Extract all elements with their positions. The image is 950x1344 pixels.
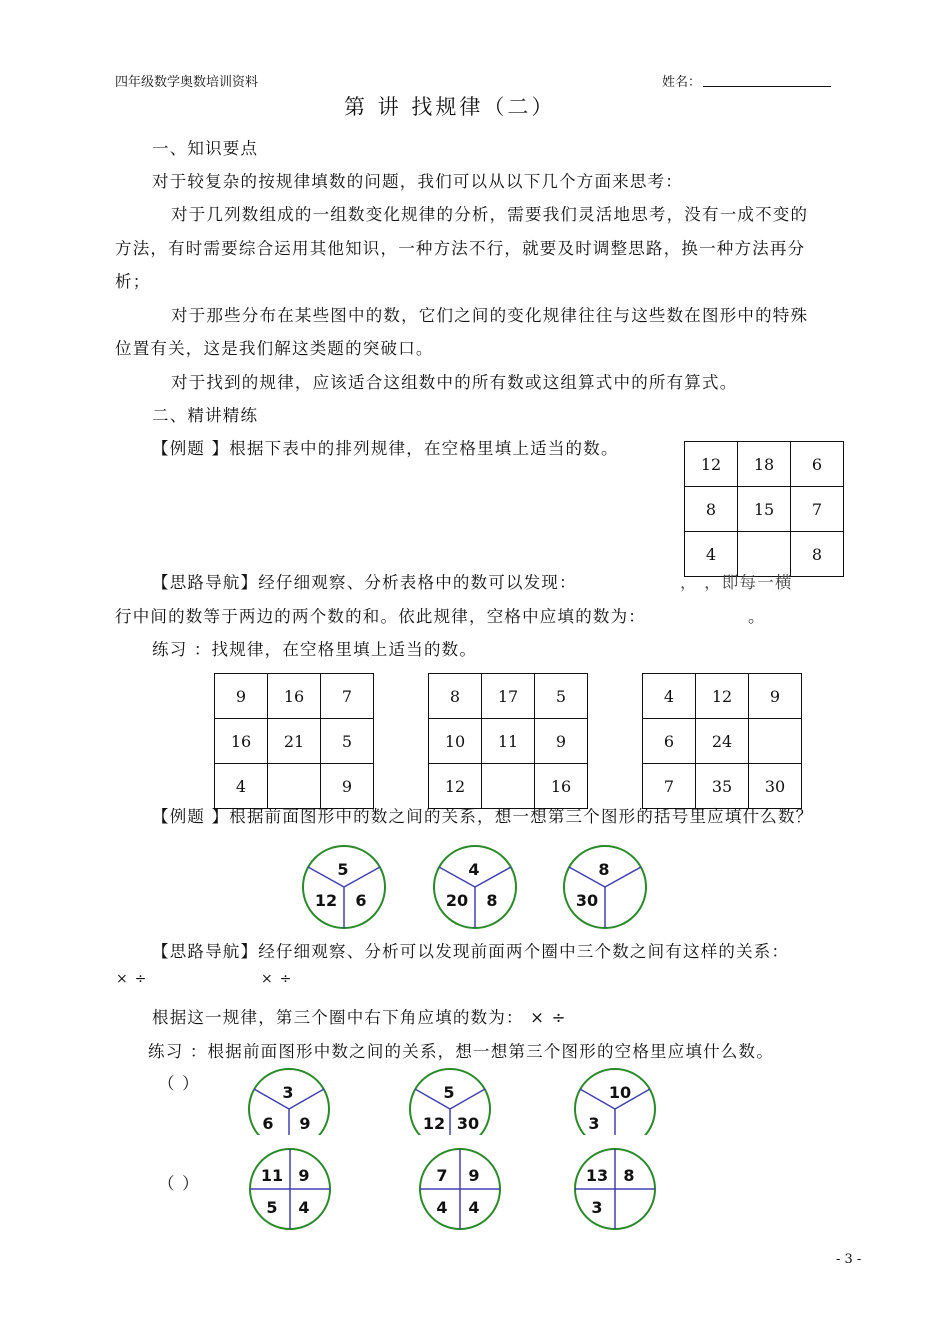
answer-paren-2: （ ） <box>158 1174 200 1193</box>
table-cell: 6 <box>791 442 844 487</box>
table-cell <box>749 719 802 764</box>
para1-line2: 方法，有时需要综合运用其他知识，一种方法不行，就要及时调整思路，换一种方法再分 <box>115 239 806 258</box>
table-cell: 16 <box>535 764 588 809</box>
guide2-ops-b: × ÷ <box>261 971 293 987</box>
circle-top-number: 4 <box>468 860 480 879</box>
circle-right-number: 8 <box>486 891 498 910</box>
example1-prompt: 【例题 】根据下表中的排列规律，在空格里填上适当的数。 <box>152 439 619 458</box>
table-cell: 6 <box>643 719 696 764</box>
circle-top-number: 10 <box>608 1083 632 1102</box>
circle-left-number: 3 <box>588 1114 600 1133</box>
example2-circle-3 <box>561 843 649 931</box>
para2-line2: 位置有关，这是我们解这类题的突破口。 <box>115 339 434 358</box>
circle-bottomleft-number: 4 <box>436 1198 448 1217</box>
example2-circle-1 <box>300 843 388 931</box>
circle-right-number: 6 <box>355 891 367 910</box>
guide1-line1: 【思路导航】经仔细观察、分析表格中的数可以发现： <box>152 573 577 592</box>
table-cell: 4 <box>685 532 738 577</box>
guide2-line3: 根据这一规律，第三个圈中右下角应填的数为： × ÷ <box>152 1008 567 1027</box>
table-cell: 9 <box>215 674 268 719</box>
guide1-line2: 行中间的数等于两边的两个数的和。依此规律，空格中应填的数为： <box>115 607 646 626</box>
para3: 对于找到的规律，应该适合这组数中的所有数或这组算式中的所有算式。 <box>171 373 738 392</box>
table-cell: 12 <box>429 764 482 809</box>
circle-left-number: 12 <box>314 891 338 910</box>
table-cell: 24 <box>696 719 749 764</box>
practice2-prompt: 练习 ：根据前面图形中数之间的关系，想一想第三个图形的空格里应填什么数。 <box>148 1042 774 1061</box>
circle-bottomleft-number: 3 <box>591 1198 603 1217</box>
page-title: 第 讲 找规律（二） <box>344 95 556 119</box>
table-cell: 35 <box>696 764 749 809</box>
table-cell: 17 <box>482 674 535 719</box>
table-cell: 9 <box>749 674 802 719</box>
table-cell: 11 <box>482 719 535 764</box>
table-cell: 16 <box>268 674 321 719</box>
answer-paren-1: （ ） <box>158 1074 200 1093</box>
table-cell: 7 <box>791 487 844 532</box>
table-cell: 8 <box>791 532 844 577</box>
circle-topright-number: 8 <box>623 1166 635 1185</box>
table-cell: 12 <box>685 442 738 487</box>
guide1-end: 。 <box>748 607 766 626</box>
circle-top-number: 8 <box>598 860 610 879</box>
table-cell: 4 <box>643 674 696 719</box>
circle-left-number: 12 <box>422 1114 446 1133</box>
circle-right-number: 30 <box>456 1114 480 1133</box>
guide2-line1: 【思路导航】经仔细观察、分析可以发现前面两个圈中三个数之间有这样的关系： <box>152 942 790 961</box>
table-cell: 4 <box>215 764 268 809</box>
table-cell: 18 <box>738 442 791 487</box>
circle-topright-number: 9 <box>468 1166 480 1185</box>
circle-left-number: 30 <box>575 891 599 910</box>
circle-left-number: 6 <box>262 1114 274 1133</box>
circle-bottomright-number: 4 <box>468 1198 480 1217</box>
para2-line1: 对于那些分布在某些图中的数，它们之间的变化规律往往与这些数在图形中的特殊 <box>171 306 809 325</box>
table-cell <box>482 764 535 809</box>
para1-line1: 对于几列数组成的一组数变化规律的分析，需要我们灵活地思考，没有一成不变的 <box>171 205 809 224</box>
circle-top-number: 3 <box>282 1083 294 1102</box>
table-cell: 9 <box>321 764 374 809</box>
practice2-circle-1 <box>246 1067 332 1135</box>
table-cell: 30 <box>749 764 802 809</box>
table-cell: 5 <box>321 719 374 764</box>
circle-bottomleft-number: 5 <box>266 1198 278 1217</box>
page-number: - 3 - <box>836 1252 862 1267</box>
circle-bottomright-number: 4 <box>298 1198 310 1217</box>
section-knowledge-heading: 一、知识要点 <box>152 139 259 158</box>
circle-topright-number: 9 <box>298 1166 310 1185</box>
circle-top-number: 5 <box>443 1083 455 1102</box>
table-cell: 12 <box>696 674 749 719</box>
table-cell: 8 <box>685 487 738 532</box>
table-cell <box>268 764 321 809</box>
table-cell: 5 <box>535 674 588 719</box>
practice-table-3 <box>642 673 802 809</box>
practice3-circle-3 <box>572 1146 658 1232</box>
table-cell: 10 <box>429 719 482 764</box>
circle-left-number: 20 <box>445 891 469 910</box>
circle-topleft-number: 11 <box>260 1166 284 1185</box>
example2-circle-2 <box>431 843 519 931</box>
header-left: 四年级数学奥数培训资料 <box>115 75 259 90</box>
circle-top-number: 5 <box>337 860 349 879</box>
circle-topleft-number: 13 <box>585 1166 609 1185</box>
practice2-circle-2 <box>407 1067 493 1135</box>
header-name-label: 姓名： <box>662 75 702 90</box>
guide1-fragment: ， ，即每一横 <box>680 573 793 592</box>
table-cell: 16 <box>215 719 268 764</box>
practice-table-1 <box>214 673 374 809</box>
table-cell: 9 <box>535 719 588 764</box>
circle-topleft-number: 7 <box>436 1166 448 1185</box>
practice3-circle-1 <box>247 1146 333 1232</box>
practice1-prompt: 练习 ：找规律，在空格里填上适当的数。 <box>152 640 478 659</box>
intro-text: 对于较复杂的按规律填数的问题，我们可以从以下几个方面来思考： <box>152 172 683 191</box>
practice-table-2 <box>428 673 588 809</box>
example1-table <box>684 441 844 577</box>
table-cell: 7 <box>321 674 374 719</box>
table-cell: 15 <box>738 487 791 532</box>
table-cell: 7 <box>643 764 696 809</box>
example2-prompt: 【例题 】根据前面图形中的数之间的关系，想一想第三个图形的括号里应填什么数？ <box>152 807 814 826</box>
circle-right-number: 9 <box>299 1114 311 1133</box>
practice2-circle-3 <box>572 1067 658 1135</box>
guide2-ops-a: × ÷ <box>116 971 148 987</box>
para1-line3: 析； <box>115 272 151 291</box>
section-practice-heading: 二、精讲精练 <box>152 406 259 425</box>
practice3-circle-2 <box>417 1146 503 1232</box>
table-cell: 21 <box>268 719 321 764</box>
name-blank-line <box>703 86 831 87</box>
table-cell: 8 <box>429 674 482 719</box>
